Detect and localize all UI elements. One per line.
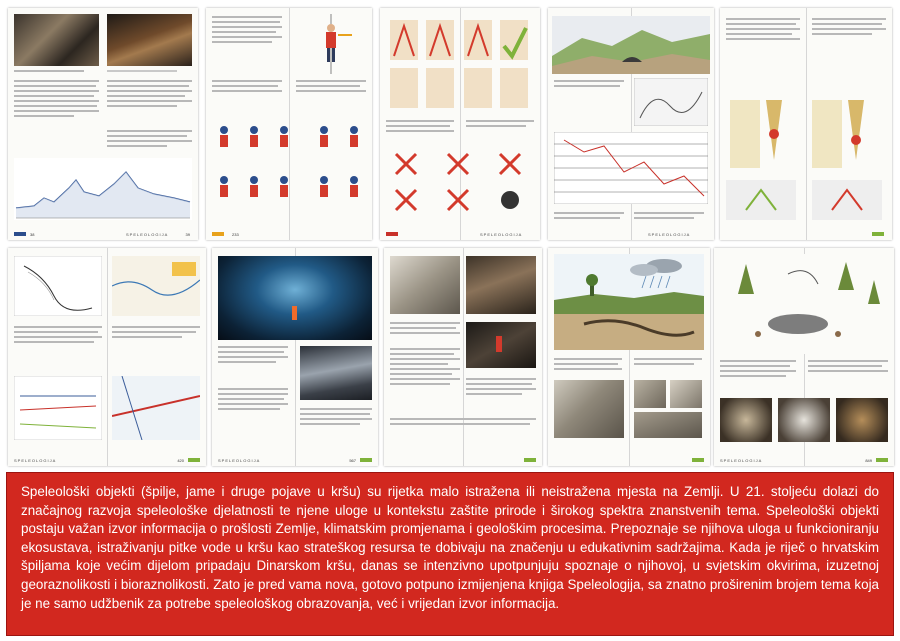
stratigraphy-chart [554,132,708,204]
page-number: 233 [232,232,239,237]
color-marker [360,458,372,462]
book-spread-9 [548,248,710,466]
spread-footer [384,452,542,466]
anchor-illustration [726,180,886,220]
spread-footer [720,226,892,240]
color-marker [876,458,888,462]
spread-footer [8,452,206,466]
running-header: SPELEOLOGIJA [648,232,691,237]
page-number: 39 [185,232,190,237]
spread-footer [548,226,714,240]
cave-schematic [634,78,708,126]
cave-photo [300,346,372,400]
book-spread-10 [714,248,894,466]
spread-footer [212,452,378,466]
caver-figure [496,336,502,352]
page-number: 420 [177,458,184,463]
book-spread-7 [212,248,378,466]
running-header: SPELEOLOGIJA [14,458,57,463]
color-marker [692,458,704,462]
technique-sequence [212,118,366,218]
rock-photo [634,412,702,438]
book-spread-5 [720,8,892,240]
diver-figure [292,306,297,320]
geological-cross-section [552,16,710,74]
area-map [112,256,200,316]
spread-footer [380,226,540,240]
book-description-text: Speleološki objekti (špilje, jame i druge pojave u kršu) su rijetka malo istražena ili neistražena mjesta na Zemlji. U 21. stoljeću dolazi do značajnog razvoja speleološke djelatnosti te njene uloge u kontekstu zaštite prirode i širokog spektra znanstvenih tema. Speleološki objekti postaju važan izvor informacija o prošlosti Zemlje, klimatskim promjenama i geološkim procesima. Prepoznaje se njihova uloga u funkcioniranju ekosustava, istraživanju pitke vode u kršu kao strateškog resursa te dobivaju na značenju u edukativnim sadržajima. Kada je riječ o hrvatskim špiljama koje većim dijelom pripadaju Dinarskom kršu, danas se intenzivno upotpunjuju spoznaje o njihovoj, u svjetskim okvirima, izuzetnoj georaznolikosti i bioraznolikosti. Zato je pred vama nova, gotovo potpuno izmijenjena knjiga Speleologija, sa znatno proširenim brojem tema koja je ne samo udžbenik za potrebe speleološkog obrazovanja, već i vrijedan izvor informacija. [21,484,879,611]
rock-photo [670,380,702,408]
cave-photo [14,14,99,66]
running-header: SPELEOLOGIJA [480,232,523,237]
color-marker [188,458,200,462]
cave-photo [107,14,192,66]
speleothem-illustration [726,100,886,168]
book-spread-2 [206,8,372,240]
carabiner-illustrations [386,16,534,112]
running-header: SPELEOLOGIJA [218,458,261,463]
color-marker [212,232,224,236]
color-marker [14,232,26,236]
running-header: SPELEOLOGIJA [126,232,169,237]
book-spread-4 [548,8,714,240]
page-number: 38 [30,232,35,237]
book-spread-1 [8,8,198,240]
book-spread-3 [380,8,540,240]
running-header: SPELEOLOGIJA [720,458,763,463]
rock-photo [554,380,624,438]
fauna-photo [836,398,888,442]
color-marker [872,232,884,236]
location-map [112,376,200,440]
fauna-illustrations [718,254,890,354]
book-description-box [6,472,894,636]
rock-photo [634,380,666,408]
color-marker [386,232,398,236]
karst-landscape-diagram [554,254,704,350]
profile-chart [14,376,102,440]
cave-photo [466,256,536,314]
underwater-cave-photo [218,256,372,340]
book-spread-8 [384,248,542,466]
equipment-photo [390,256,460,314]
page-number: 567 [349,458,356,463]
spread-footer [548,452,710,466]
wrong-technique-illustrations [386,148,534,220]
spread-footer [206,226,372,240]
cave-profile-diagram [14,158,192,220]
page-number: 849 [865,458,872,463]
climber-illustration [298,14,364,74]
cave-map [14,256,102,316]
color-marker [524,458,536,462]
spread-footer [714,452,894,466]
fauna-photo [720,398,772,442]
spread-footer [8,226,198,240]
fauna-photo [778,398,830,442]
book-spread-6 [8,248,206,466]
